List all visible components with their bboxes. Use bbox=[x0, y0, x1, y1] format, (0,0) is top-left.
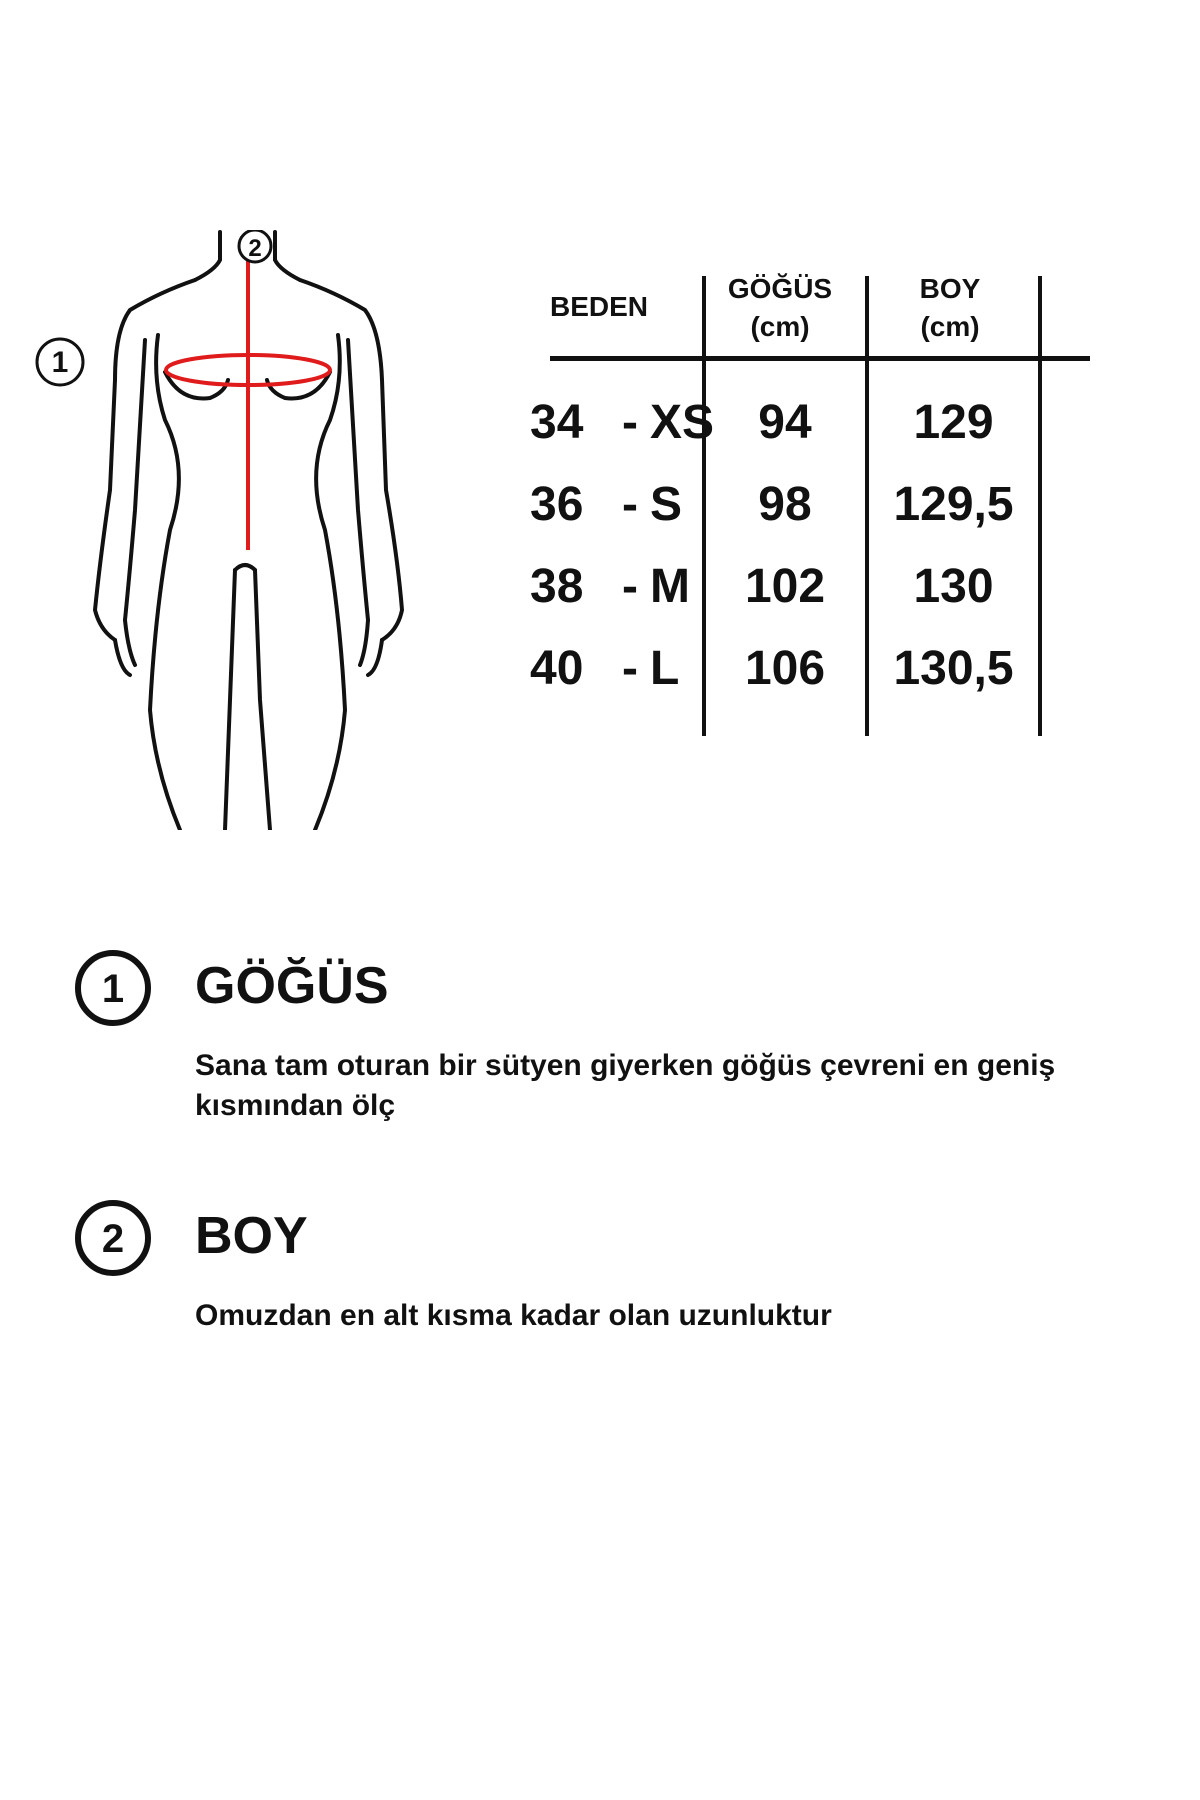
legend-number-badge: 2 bbox=[75, 1200, 151, 1276]
size-separator: - bbox=[622, 396, 638, 449]
legend-title: GÖĞÜS bbox=[195, 957, 389, 1015]
size-separator: - bbox=[622, 478, 638, 531]
header-length bbox=[865, 270, 1035, 346]
body-outline-illustration bbox=[30, 230, 430, 830]
chest-value: 102 bbox=[744, 560, 826, 613]
header-chest-unit: (cm) bbox=[750, 311, 810, 342]
size-table bbox=[520, 270, 1080, 740]
size-letter: L bbox=[650, 642, 680, 695]
chest-value: 106 bbox=[744, 642, 826, 695]
marker-length: 2 bbox=[248, 235, 262, 262]
size-number: 40 bbox=[530, 642, 584, 695]
header-divider bbox=[550, 356, 1090, 361]
header-length-unit: (cm) bbox=[920, 311, 980, 342]
header-chest-label: GÖĞÜS bbox=[727, 273, 833, 304]
legend-description: Sana tam oturan bir sütyen giyerken göğüs çevreni en geniş kısmından ölç bbox=[195, 1049, 1056, 1122]
size-number: 36 bbox=[530, 478, 584, 531]
table-row bbox=[520, 470, 1080, 540]
size-number: 38 bbox=[530, 560, 584, 613]
legend-description: Omuzdan en alt kısma kadar olan uzunluktur bbox=[195, 1299, 832, 1332]
table-row bbox=[520, 634, 1080, 704]
size-letter: M bbox=[650, 560, 690, 613]
size-number: 34 bbox=[530, 396, 584, 449]
size-letter: XS bbox=[650, 396, 715, 449]
header-chest bbox=[700, 270, 860, 346]
length-value: 129,5 bbox=[893, 478, 1014, 531]
chest-value: 98 bbox=[758, 478, 812, 531]
length-value: 129 bbox=[913, 396, 994, 449]
length-value: 130,5 bbox=[893, 642, 1014, 695]
marker-chest: 1 bbox=[51, 346, 69, 379]
header-length-label: BOY bbox=[919, 273, 981, 304]
chest-value: 94 bbox=[758, 396, 812, 449]
header-size: BEDEN bbox=[550, 291, 649, 322]
legend-title: BOY bbox=[195, 1207, 308, 1265]
size-letter: S bbox=[650, 478, 683, 531]
length-value: 130 bbox=[913, 560, 994, 613]
size-separator: - bbox=[622, 642, 638, 695]
body-measurement-figure bbox=[30, 230, 430, 830]
legend-number-badge: 1 bbox=[75, 950, 151, 1026]
table-row bbox=[520, 388, 1080, 458]
table-row bbox=[520, 552, 1080, 622]
size-separator: - bbox=[622, 560, 638, 613]
